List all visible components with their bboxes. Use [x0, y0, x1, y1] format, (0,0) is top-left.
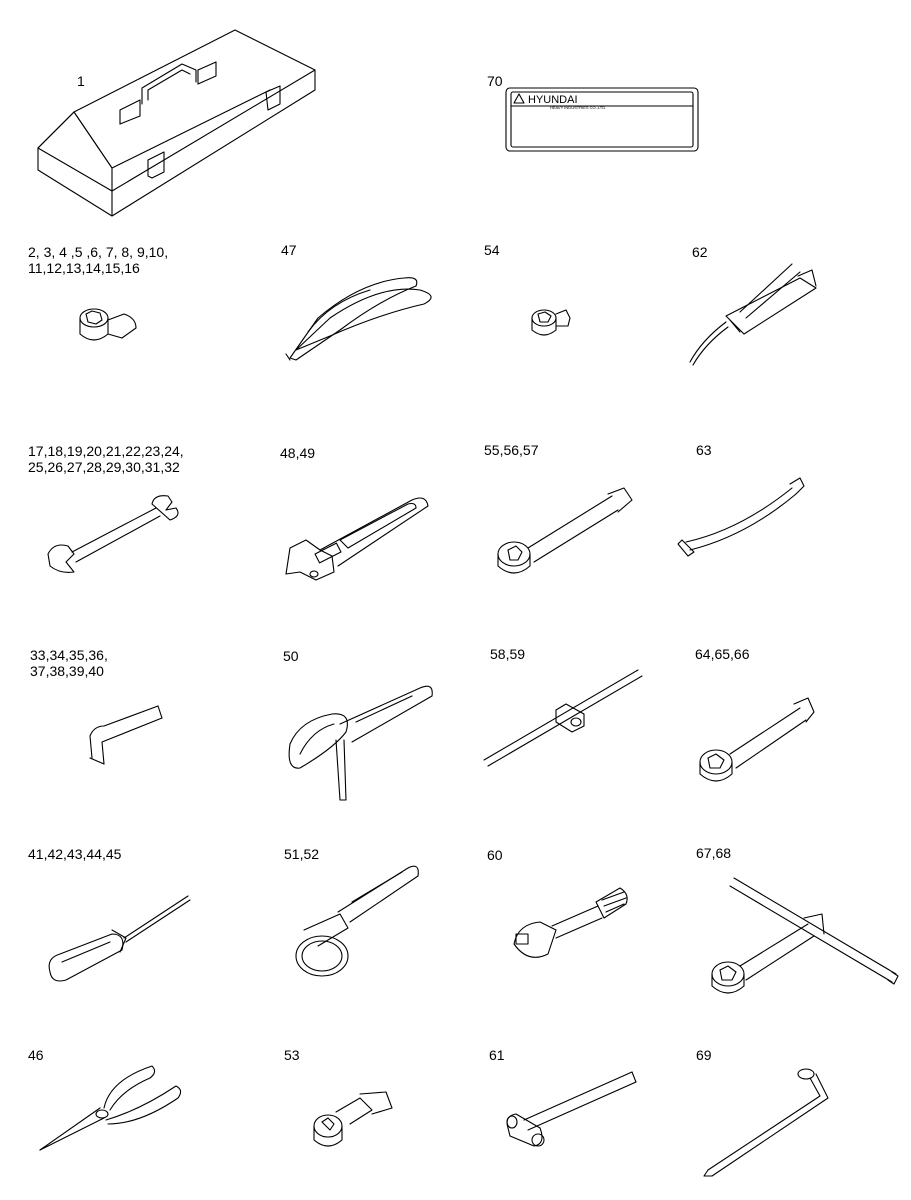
- label-line: 1: [77, 73, 85, 89]
- box-wrench-icon: [700, 698, 814, 781]
- t-socket-wrench-icon: [712, 878, 898, 993]
- hex-key-icon: [90, 706, 162, 764]
- nameplate-subtitle: HEAVY INDUSTRIES CO.,LTD.: [550, 105, 607, 110]
- sliding-t-bar-icon: [484, 670, 642, 766]
- label-line: 25,26,27,28,29,30,31,32: [28, 459, 180, 475]
- label-line: 58,59: [490, 646, 526, 662]
- label-line: 2, 3, 4 ,5 ,6, 7, 8, 9,10,: [28, 244, 169, 260]
- grease-gun-icon: [690, 264, 816, 365]
- label-line: 61: [489, 1047, 505, 1063]
- snap-ring-pliers-icon: [286, 278, 431, 360]
- label-line: 70: [487, 73, 503, 89]
- universal-joint-icon: [314, 1092, 392, 1146]
- label-line: 55,56,57: [484, 442, 539, 458]
- label-line: 62: [692, 244, 708, 260]
- label-line: 41,42,43,44,45: [28, 846, 122, 862]
- socket-icon: [80, 309, 136, 340]
- label-line: 33,34,35,36,: [30, 647, 108, 663]
- grease-hose-icon: [678, 478, 804, 556]
- filter-wrench-icon: [289, 686, 432, 800]
- toolbox-icon: [38, 30, 315, 216]
- label-line: 11,12,13,14,15,16: [28, 260, 140, 276]
- label-line: 17,18,19,20,21,22,23,24,: [28, 443, 184, 459]
- label-line: 47: [281, 242, 297, 258]
- screwdriver-icon: [49, 896, 190, 981]
- label-line: 67,68: [696, 845, 732, 861]
- label-line: 50: [283, 648, 299, 664]
- nameplate-brand: HYUNDAI: [528, 94, 578, 106]
- band-wrench-icon: [296, 866, 418, 976]
- adjustable-wrench-icon: [286, 498, 428, 580]
- label-line: 54: [484, 242, 500, 258]
- hammer-icon: [507, 1072, 636, 1146]
- ratchet-handle-icon: [514, 888, 627, 957]
- label-line: 53: [284, 1047, 300, 1063]
- label-line: 60: [487, 847, 503, 863]
- label-line: 37,38,39,40: [30, 663, 104, 679]
- spanner-icon: [48, 496, 178, 573]
- long-nose-pliers-icon: [40, 1066, 181, 1150]
- adapter-icon: [532, 310, 570, 335]
- extension-bar-icon: [498, 488, 632, 573]
- label-line: 69: [696, 1047, 712, 1063]
- label-line: 46: [28, 1047, 44, 1063]
- label-line: 48,49: [280, 445, 316, 461]
- l-wrench-icon: [704, 1069, 828, 1176]
- label-line: 51,52: [284, 846, 320, 862]
- label-line: 64,65,66: [695, 646, 750, 662]
- label-line: 63: [696, 442, 712, 458]
